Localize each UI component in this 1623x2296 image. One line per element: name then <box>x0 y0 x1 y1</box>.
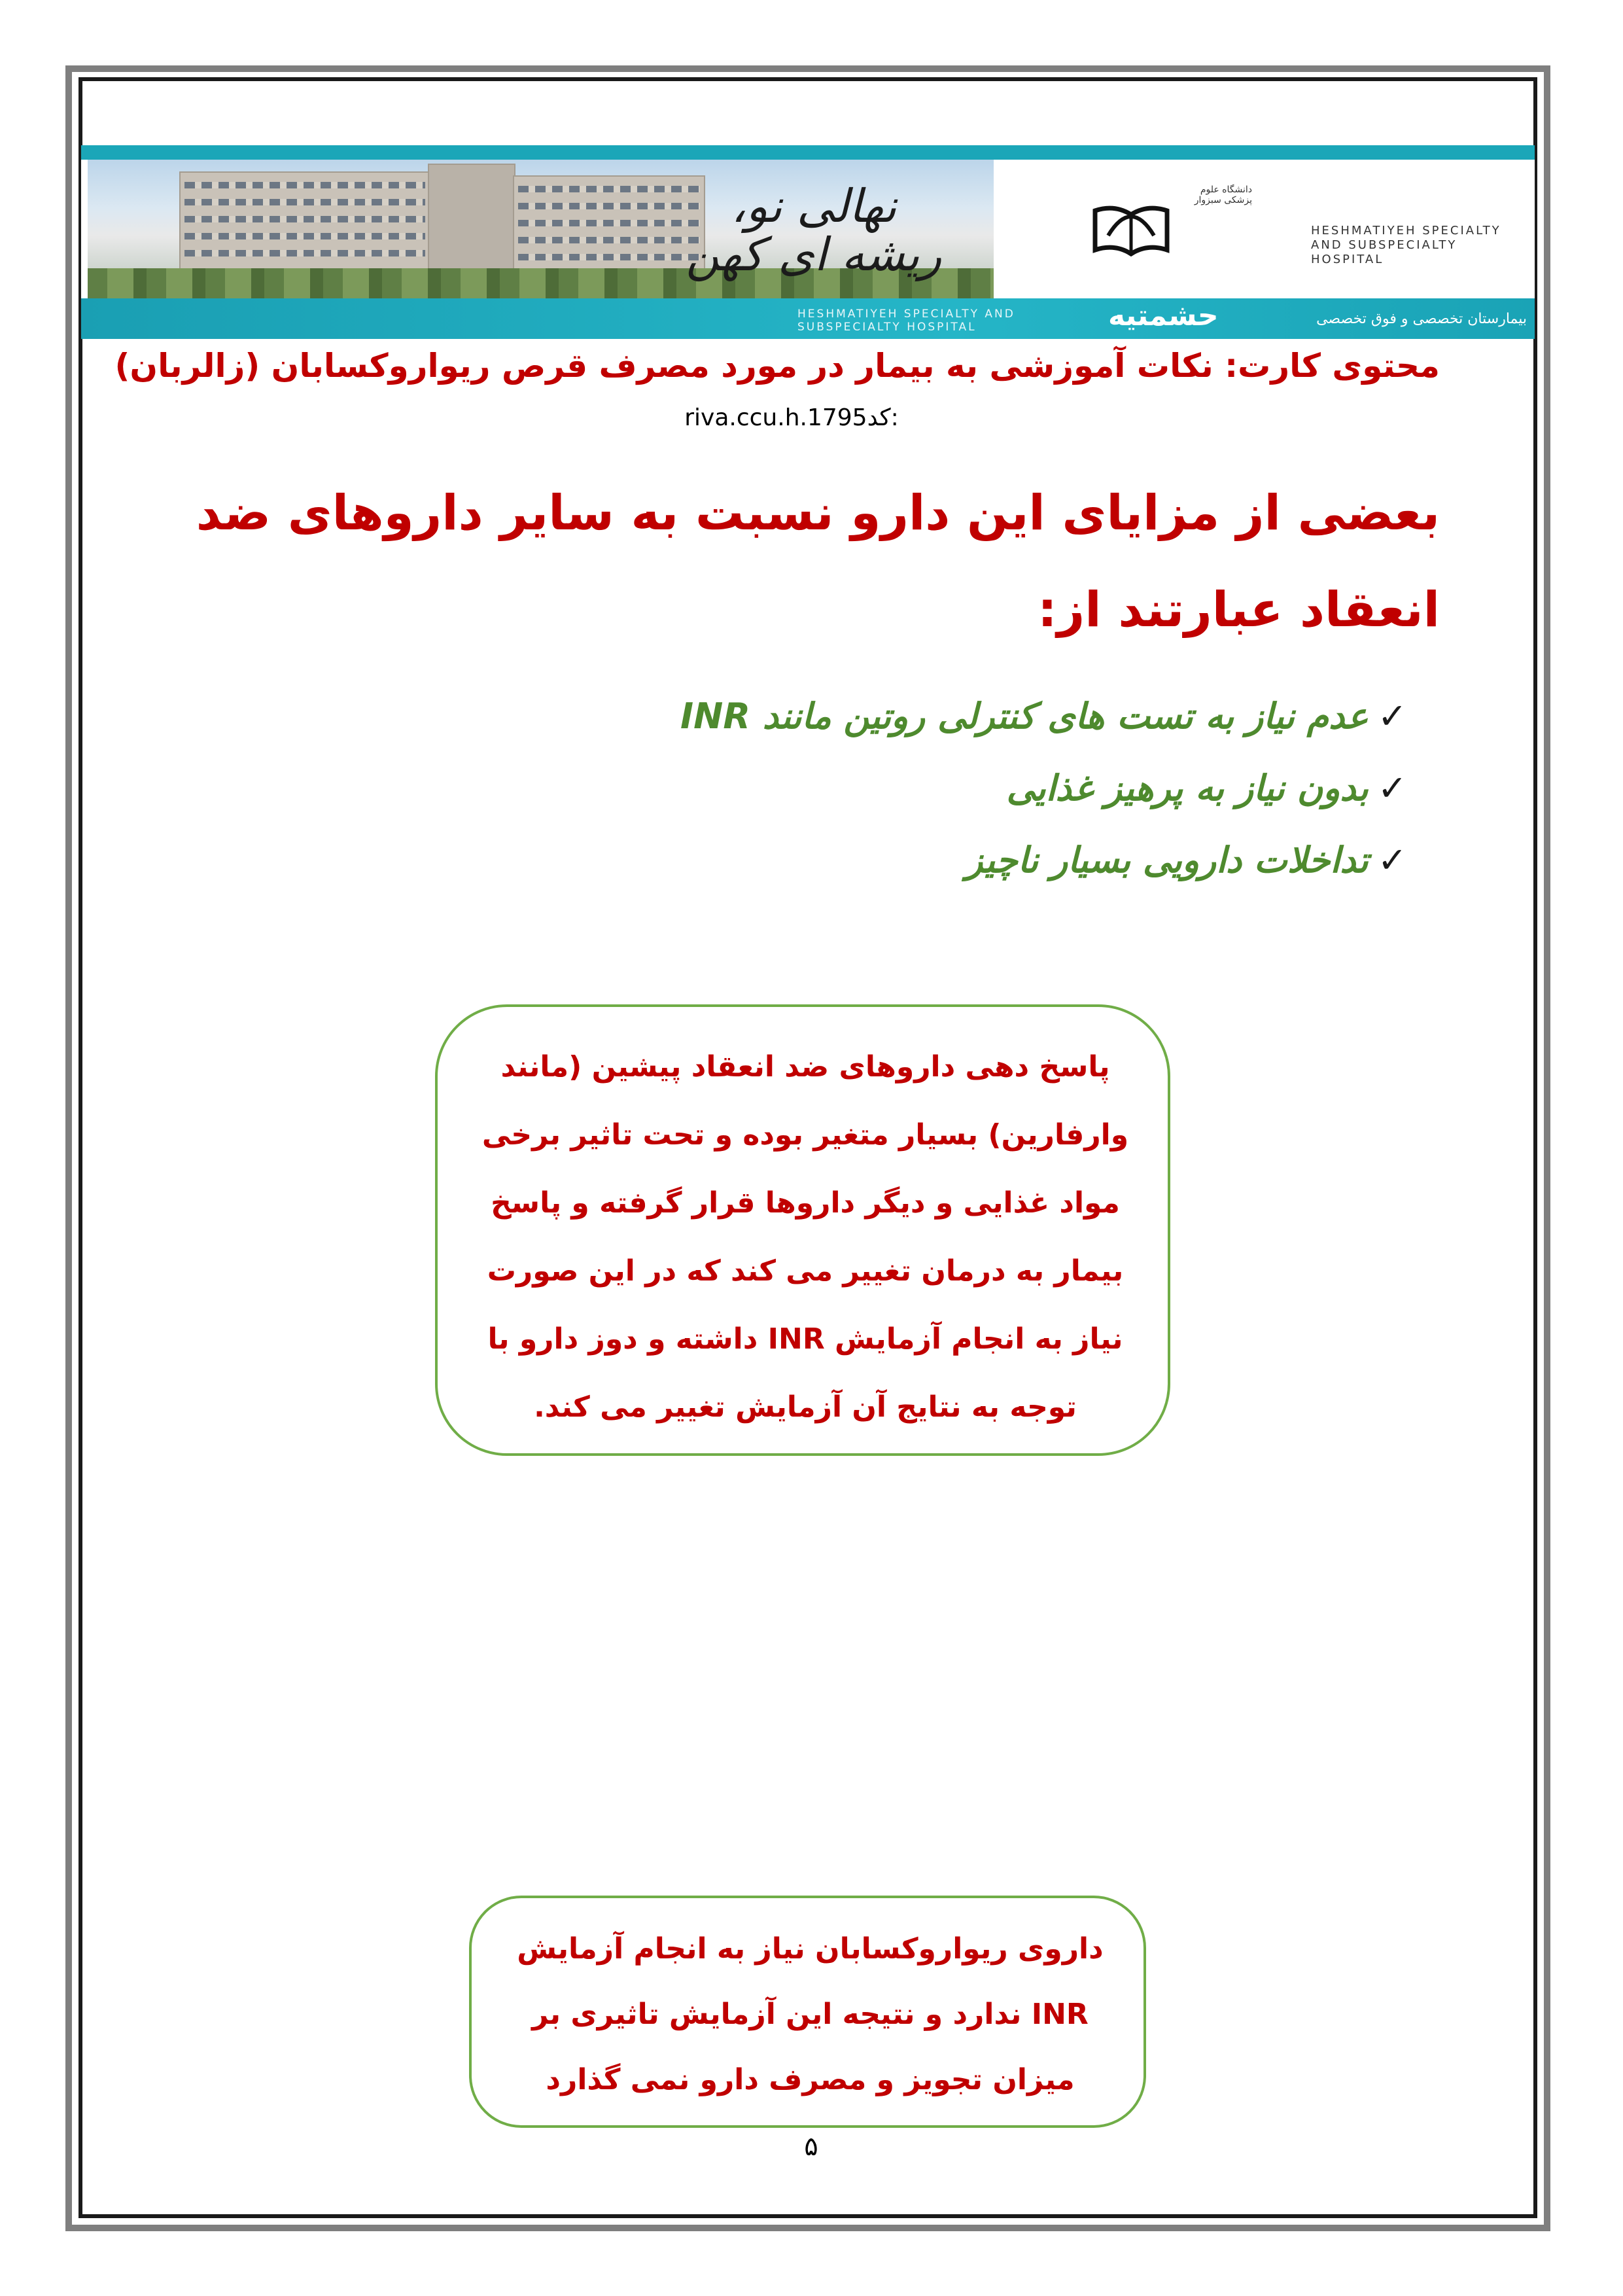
header-banner <box>81 145 1535 339</box>
benefits-list <box>360 680 1407 896</box>
check-icon: ✓ <box>1377 696 1407 737</box>
card-code-label: کد: <box>867 404 899 431</box>
page-number: ۵ <box>804 2132 818 2162</box>
benefit-text: تداخلات دارویی بسیار ناچیز <box>966 839 1369 881</box>
summary-box <box>469 1896 1146 2128</box>
banner-bottom-strip <box>81 298 1535 339</box>
summary-text: داروی ریواروکسابان نیاز به انجام آزمایش INR ندارد و نتیجه این آزمایش تاثیری بر میزان تجویز و مصرف دارو نمی گذارد <box>517 1932 1104 2096</box>
hospital-name-en: HESHMATIYEH SPECIALTY AND SUBSPECIALTY HOSPITAL <box>1311 224 1501 266</box>
banner-top-strip <box>81 145 1535 160</box>
university-logo <box>1003 185 1278 296</box>
check-icon: ✓ <box>1377 839 1407 881</box>
calligraphy-slogan: نهالی نو، ریشه ای کهن <box>686 179 942 281</box>
warfarin-note-text: پاسخ دهی داروهای ضد انعقاد پیشین (مانند وارفارین) بسیار متغیر بوده و تحت تاثیر برخی مواد غذایی و دیگر داروها قرار گرفته و پاسخ بیمار به درمان تغییر می کند که در این صورت نیاز به انجام آزمایش INR داشته و دوز دارو با توجه به نتایج آن آزمایش تغییر می کند. <box>481 1050 1129 1424</box>
strip-subtitle: بیمارستان تخصصی و فوق تخصصی <box>1316 311 1527 327</box>
list-item <box>360 680 1407 752</box>
warfarin-note-box <box>435 1004 1170 1456</box>
section-heading: بعضی از مزایای این دارو نسبت به سایر داروهای ضد انعقاد عبارتند از: <box>196 485 1440 638</box>
card-code <box>654 404 929 431</box>
list-item <box>360 752 1407 824</box>
list-item <box>360 824 1407 896</box>
strip-hospital-en: HESHMATIYEH SPECIALTY AND SUBSPECIALTY HOSPITAL <box>797 308 1015 334</box>
hospital-photo <box>88 160 994 298</box>
university-caption: دانشگاه علوم پزشکی سبزوار <box>1194 185 1252 205</box>
benefit-text: عدم نیاز به تست های کنترلی روتین مانند INR <box>680 696 1369 737</box>
card-title: محتوی کارت: نکات آموزشی به بیمار در مورد مصرف قرص ریواروکسابان (زالربان) <box>114 347 1440 385</box>
card-code-value: riva.ccu.h.1795 <box>684 404 867 431</box>
strip-brand: حشمتیه <box>1108 299 1219 332</box>
book-mosque-icon <box>1089 185 1174 270</box>
check-icon: ✓ <box>1377 768 1407 809</box>
benefit-text: بدون نیاز به پرهیز غذایی <box>1006 768 1369 809</box>
